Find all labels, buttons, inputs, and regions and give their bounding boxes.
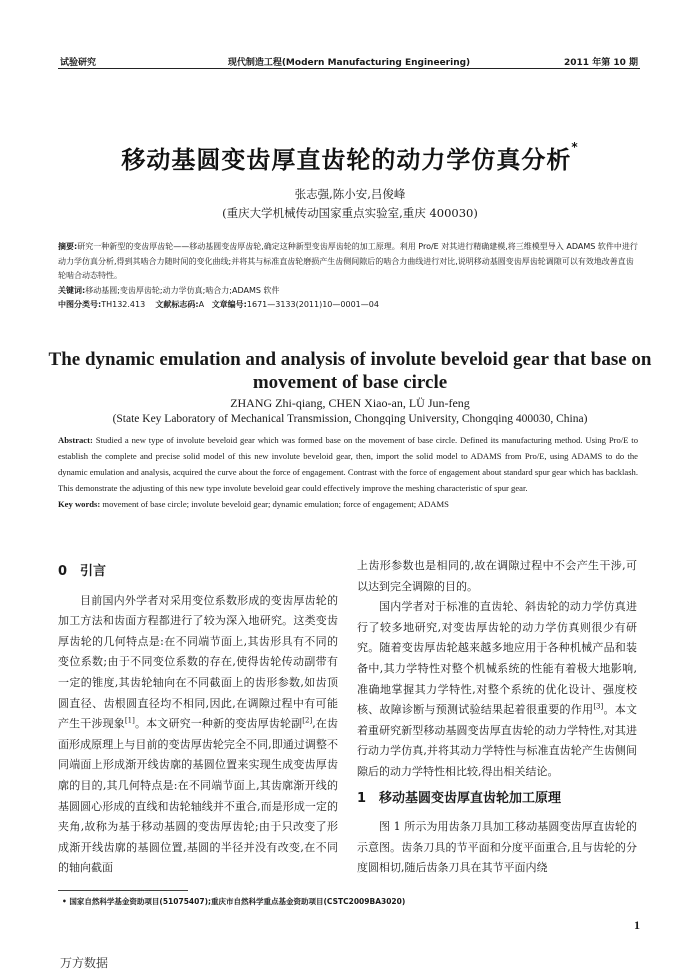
abstract-cn-text: 研究一种新型的变齿厚齿轮——移动基圆变齿厚齿轮,确定这种新型变齿厚齿轮的加工原理。利用 Pro/E 对其进行精确建模,将三维模型导入 ADAMS 软件中进行动力学仿真分析,得到其啮合力随时间的变化曲线;并将其与标准直齿轮磨损产生齿侧间隙后的啮合力曲线进行对比,说明移动基圆变齿厚齿轮调隙可以有效地改善直齿轮啮合动态特性。 (58, 242, 638, 280)
header-journal-name: 现代制造工程(Modern Manufacturing Engineering) (227, 58, 471, 68)
body-column-left (58, 556, 338, 879)
paragraph-text: 图 1 所示为用齿条刀具加工移动基圆变齿厚直齿轮的示意图。齿条刀具的节平面和分度平面重合,且与齿轮的分度圆相切,随后齿条刀具在其节平面内绕 (357, 820, 637, 875)
header-section-label: 试验研究 (60, 58, 97, 68)
abstract-en-block (58, 432, 638, 512)
affiliation-cn: (重庆大学机械传动国家重点实验室,重庆 400030) (222, 206, 478, 220)
paragraph (357, 597, 637, 782)
section-heading-intro (58, 562, 338, 583)
watermark: 万方数据 (60, 956, 109, 970)
citation: [2] (302, 716, 313, 725)
running-header (58, 52, 640, 69)
abstract-cn-label: 摘要: (58, 242, 78, 251)
abstract-en (58, 432, 638, 496)
keywords-en-text: movement of base circle; involute beveloid gear; dynamic emulation; force of engagement; ADAMS (102, 499, 449, 509)
header-issue: 2011 年第 10 期 (564, 58, 638, 68)
section-heading-principle (357, 789, 637, 810)
body-column-right (357, 556, 637, 879)
keywords-en (58, 496, 638, 512)
keywords-cn-text: 移动基圆;变齿厚齿轮;动力学仿真;啮合力;ADAMS 软件 (85, 285, 280, 295)
footnote-rule (58, 890, 188, 891)
affiliation-en: (State Key Laboratory of Mechanical Transmission, Chongqing University, Chongqing 400030, China) (112, 413, 588, 425)
citation: [1] (124, 716, 135, 725)
class-value: TH132.413 (101, 300, 146, 309)
citation: [3] (593, 702, 604, 711)
article-number-label: 文章编号: (211, 300, 247, 309)
section-title: 引言 (80, 564, 107, 579)
title-cn (0, 140, 700, 175)
doc-code-value: A (198, 300, 205, 309)
paragraph-text: 。本文着重研究新型移动基圆变齿厚直齿轮的动力学特性,对其进行动力学仿真,并将其动力学特性与标准直齿轮产生齿侧间隙后的动力学特性相比较,得出相关结论。 (357, 703, 638, 778)
paragraph (357, 556, 637, 597)
paragraph-text: 。本文研究一种新的变齿厚齿轮副 (134, 717, 303, 731)
keywords-en-label: Key words: (58, 499, 101, 509)
abstract-en-text: Studied a new type of involute beveloid gear which was formed base on the movement of base circle. Defined its manufacturing method. Using Pro/E to establish the complete and precise solid model of this new involute beveloid gear, then, import the solid model to ADAMS from Pro/E, using ADAMS to do the dynamic emulation and analysis, acquired the curve about the force of engagement. Contrast with the force of engagement about standard spur gear which has backlash. This demonstrate the adjusting of this new type involute beveloid gear could effectively improve the meshing characteristic of spur gear. (58, 435, 638, 493)
article-number-value: 1671—3133(2011)10—0001—04 (246, 300, 379, 309)
keywords-cn-label: 关键词: (58, 285, 86, 295)
paragraph (357, 817, 637, 879)
paragraph-text: 目前国内外学者对采用变位系数形成的变齿厚齿轮的加工方法和齿面方程都进行了较为深入地研究。这类变齿厚齿轮的几何特点是:在不同端节面上,其齿形具有不同的变位系数;由于不同变位系数的存在,使得齿轮传动副带有一定的锥度,其齿轮轴向在不同截面上的齿形参数,如齿顶圆直径、齿根圆直径均不相同,因此,在调隙过程中有可能产生干涉现象 (58, 593, 338, 731)
paragraph (58, 591, 338, 879)
doc-code-label: 文献标志码: (155, 300, 199, 309)
abstract-en-label: Abstract: (58, 435, 93, 445)
title-en: The dynamic emulation and analysis of involute beveloid gear that base on movement of base circle (48, 349, 652, 393)
paragraph-text: ,在齿面形成原理上与目前的变齿厚齿轮完全不同,即通过调整不同端面上形成渐开线齿廓的基圆位置来实现生成变齿厚齿廓的目的,其几何特点是:在不同端节面上,其齿廓渐开线的基圆圆心形成的直线和齿轮轴线并不重合,而是形成一定的夹角,故称为基于移动基圆的变齿厚齿轮;由于只改变了形成渐开线齿廓的基圆位置,基圆的半径并没有改变,在不同的轴向截面 (58, 717, 339, 875)
page-number: 1 (634, 918, 640, 932)
abstract-cn (58, 240, 638, 284)
authors-en: ZHANG Zhi-qiang, CHEN Xiao-an, LÜ Jun-feng (230, 396, 470, 410)
authors-cn: 张志强,陈小安,吕俊峰 (294, 187, 406, 201)
keywords-cn (58, 284, 638, 299)
abstract-cn-block (58, 240, 638, 313)
paragraph-text: 上齿形参数也是相同的,故在调隙过程中不会产生干涉,可以达到完全调隙的目的。 (357, 559, 637, 593)
section-number: 1 (357, 790, 367, 806)
section-title: 移动基圆变齿厚直齿轮加工原理 (379, 790, 562, 806)
title-cn-text: 移动基圆变齿厚直齿轮的动力学仿真分析 (121, 146, 572, 174)
class-label: 中图分类号: (58, 300, 102, 309)
title-footnote-mark: * (571, 140, 579, 154)
classification-line (58, 298, 638, 313)
paragraph-text: 国内学者对于标准的直齿轮、斜齿轮的动力学仿真进行了较多地研究,对变齿厚齿轮的动力学仿真则很少有研究。随着变齿厚齿轮越来越多地应用于各种机械产品和装备中,其力学特性对整个机械系统的性能有着极大地影响,准确地掌握其力学特性,对整个系统的优化设计、强度校核、故障诊断与预测试验结果起着很重要的作用 (357, 600, 637, 717)
footnote: • 国家自然科学基金资助项目(51075407);重庆市自然科学重点基金资助项目(CSTC2009BA3020) (62, 897, 406, 906)
section-number: 0 (58, 564, 68, 579)
